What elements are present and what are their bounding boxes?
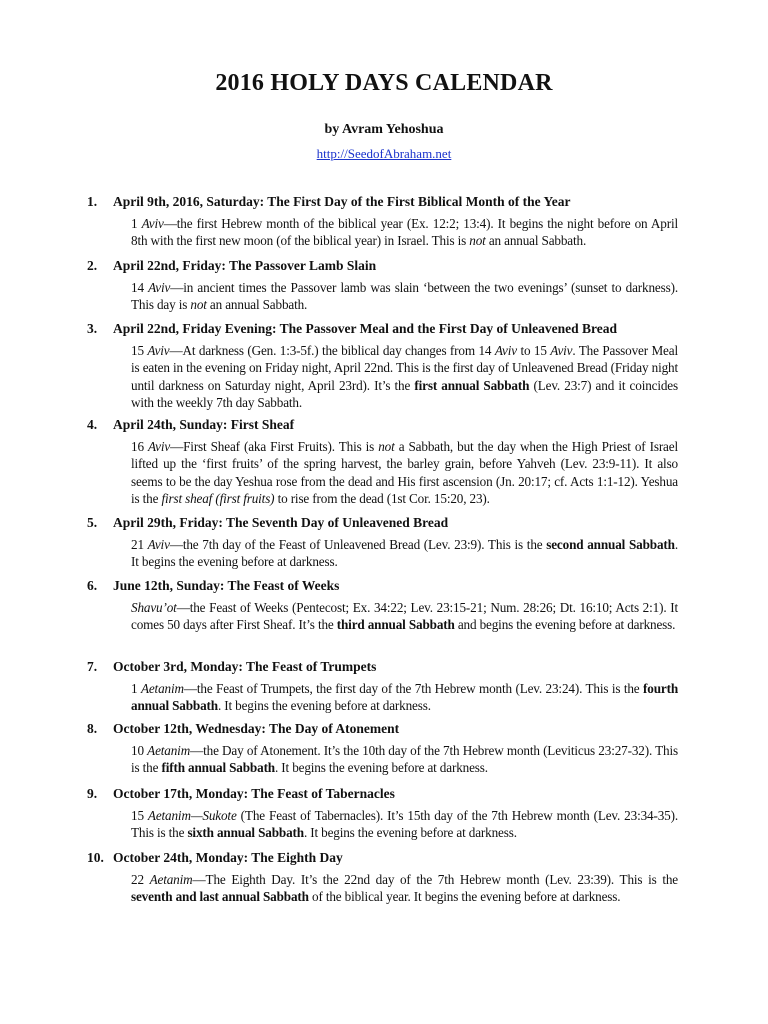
item-description: 1 Aetanim—the Feast of Trumpets, the first day of the 7th Hebrew month (Lev. 23:24). This is the fourth annual Sabbath. It begins the evening before at darkness.	[131, 681, 679, 714]
italic-run: first sheaf (first fruits)	[161, 490, 275, 506]
item-description: Shavu’ot—the Feast of Weeks (Pentecost; Ex. 34:22; Lev. 23:15-21; Num. 28:26; Dt. 16:10; Acts 2:1). It comes 50 days after First Sheaf. It’s the third annual Sabbath and begins the evening before at darkness.	[131, 600, 678, 633]
item-description: 16 Aviv—First Sheaf (aka First Fruits). This is not a Sabbath, but the day when the High Priest of Israel lifted up the ‘first fruits’ of the spring harvest, the barley grain, before Yahveh (Lev. 23:9-11). It also seems to be the day Yeshua rose from the dead and His first ascension (Jn. 20:17; cf. Acts 1:1-12). Yeshua is the first sheaf (first fruits) to rise from the dead (1st Cor. 15:20, 23).	[131, 439, 678, 506]
italic-run: Aviv	[147, 343, 170, 358]
italic-run: Aetanim	[149, 872, 193, 887]
italic-run: not	[469, 233, 486, 249]
item-heading: April 9th, 2016, Saturday: The First Day of the First Biblical Month of the Year	[113, 194, 571, 209]
item-description: 21 Aviv—the 7th day of the Feast of Unleavened Bread (Lev. 23:9). This is the second annual Sabbath. It begins the evening before at darkness.	[131, 537, 678, 570]
bold-run: fifth annual Sabbath	[161, 760, 275, 776]
website-link[interactable]: http://SeedofAbraham.net	[316, 146, 452, 161]
italic-run: Aetanim	[140, 681, 184, 696]
italic-run: Aviv	[550, 343, 573, 358]
item-number: 5.	[87, 515, 98, 530]
bold-run: third annual Sabbath	[336, 617, 455, 633]
item-number: 8.	[87, 721, 98, 736]
italic-run: not	[190, 297, 207, 313]
item-number: 3.	[87, 321, 98, 336]
item-heading: October 17th, Monday: The Feast of Tabernacles	[113, 786, 395, 801]
item-heading: October 12th, Wednesday: The Day of Atonement	[113, 721, 400, 736]
italic-run: Aviv	[147, 537, 170, 552]
italic-run: Aetanim	[147, 743, 191, 758]
item-description: 22 Aetanim—The Eighth Day. It’s the 22nd day of the 7th Hebrew month (Lev. 23:39). This is the seventh and last annual Sabbath of the biblical year. It begins the evening before at darkness.	[131, 872, 678, 905]
italic-run: Aviv	[494, 343, 517, 358]
item-number: 2.	[87, 258, 98, 273]
italic-run: Aviv	[147, 439, 171, 454]
item-number: 4.	[87, 417, 98, 432]
author-line: by Avram Yehoshua	[324, 122, 444, 137]
bold-run: second annual Sabbath	[546, 537, 675, 552]
bold-run: fourth annual Sabbath	[131, 681, 679, 714]
item-heading: April 29th, Friday: The Seventh Day of Unleavened Bread	[113, 515, 449, 530]
item-description: 15 Aetanim—Sukote (The Feast of Tabernacles). It’s 15th day of the 7th Hebrew month (Lev. 23:34-35). This is the sixth annual Sabbath. It begins the evening before at darkness.	[131, 808, 678, 841]
item-description: 14 Aviv—in ancient times the Passover lamb was slain ‘between the two evenings’ (sunset to darkness). This day is not an annual Sabbath.	[131, 280, 678, 313]
bold-run: sixth annual Sabbath	[187, 825, 304, 841]
italic-run: Aetanim—Sukote	[147, 808, 237, 823]
item-heading: April 22nd, Friday: The Passover Lamb Slain	[113, 258, 377, 273]
item-description: 15 Aviv—At darkness (Gen. 1:3-5f.) the biblical day changes from 14 Aviv to 15 Aviv. The Passover Meal is eaten in the evening on Friday night, April 22nd. This is the first day of Unleavened Bread (Friday night until darkness on Saturday night, April 23rd). It’s the first annual Sabbath (Lev. 23:7) and it coincides with the weekly 7th day Sabbath.	[131, 343, 678, 410]
page-title: 2016 HOLY DAYS CALENDAR	[215, 70, 553, 96]
item-number: 9.	[87, 786, 98, 801]
item-number: 1.	[87, 194, 98, 209]
item-description: 10 Aetanim—the Day of Atonement. It’s the 10th day of the 7th Hebrew month (Leviticus 23:27-32). This is the fifth annual Sabbath. It begins the evening before at darkness.	[131, 743, 678, 776]
item-number: 6.	[87, 578, 98, 593]
item-number: 10.	[87, 850, 104, 865]
item-heading: October 24th, Monday: The Eighth Day	[113, 850, 343, 865]
item-number: 7.	[87, 659, 98, 674]
italic-run: Aviv	[148, 280, 171, 295]
item-heading: April 24th, Sunday: First Sheaf	[113, 417, 295, 432]
italic-run: not	[378, 439, 395, 454]
italic-run: Aviv	[141, 216, 164, 231]
item-description: 1 Aviv—the first Hebrew month of the biblical year (Ex. 12:2; 13:4). It begins the night before on April 8th with the first new moon (of the biblical year) in Israel. This is not an annual Sabbath.	[131, 216, 679, 249]
item-heading: June 12th, Sunday: The Feast of Weeks	[113, 578, 340, 593]
italic-run: Shavu’ot	[131, 600, 177, 615]
bold-run: first annual Sabbath	[414, 377, 530, 393]
bold-run: seventh and last annual Sabbath	[131, 889, 309, 905]
item-heading: October 3rd, Monday: The Feast of Trumpets	[113, 659, 377, 674]
website-link-line	[0, 146, 768, 162]
item-heading: April 22nd, Friday Evening: The Passover Meal and the First Day of Unleavened Bread	[113, 321, 618, 336]
